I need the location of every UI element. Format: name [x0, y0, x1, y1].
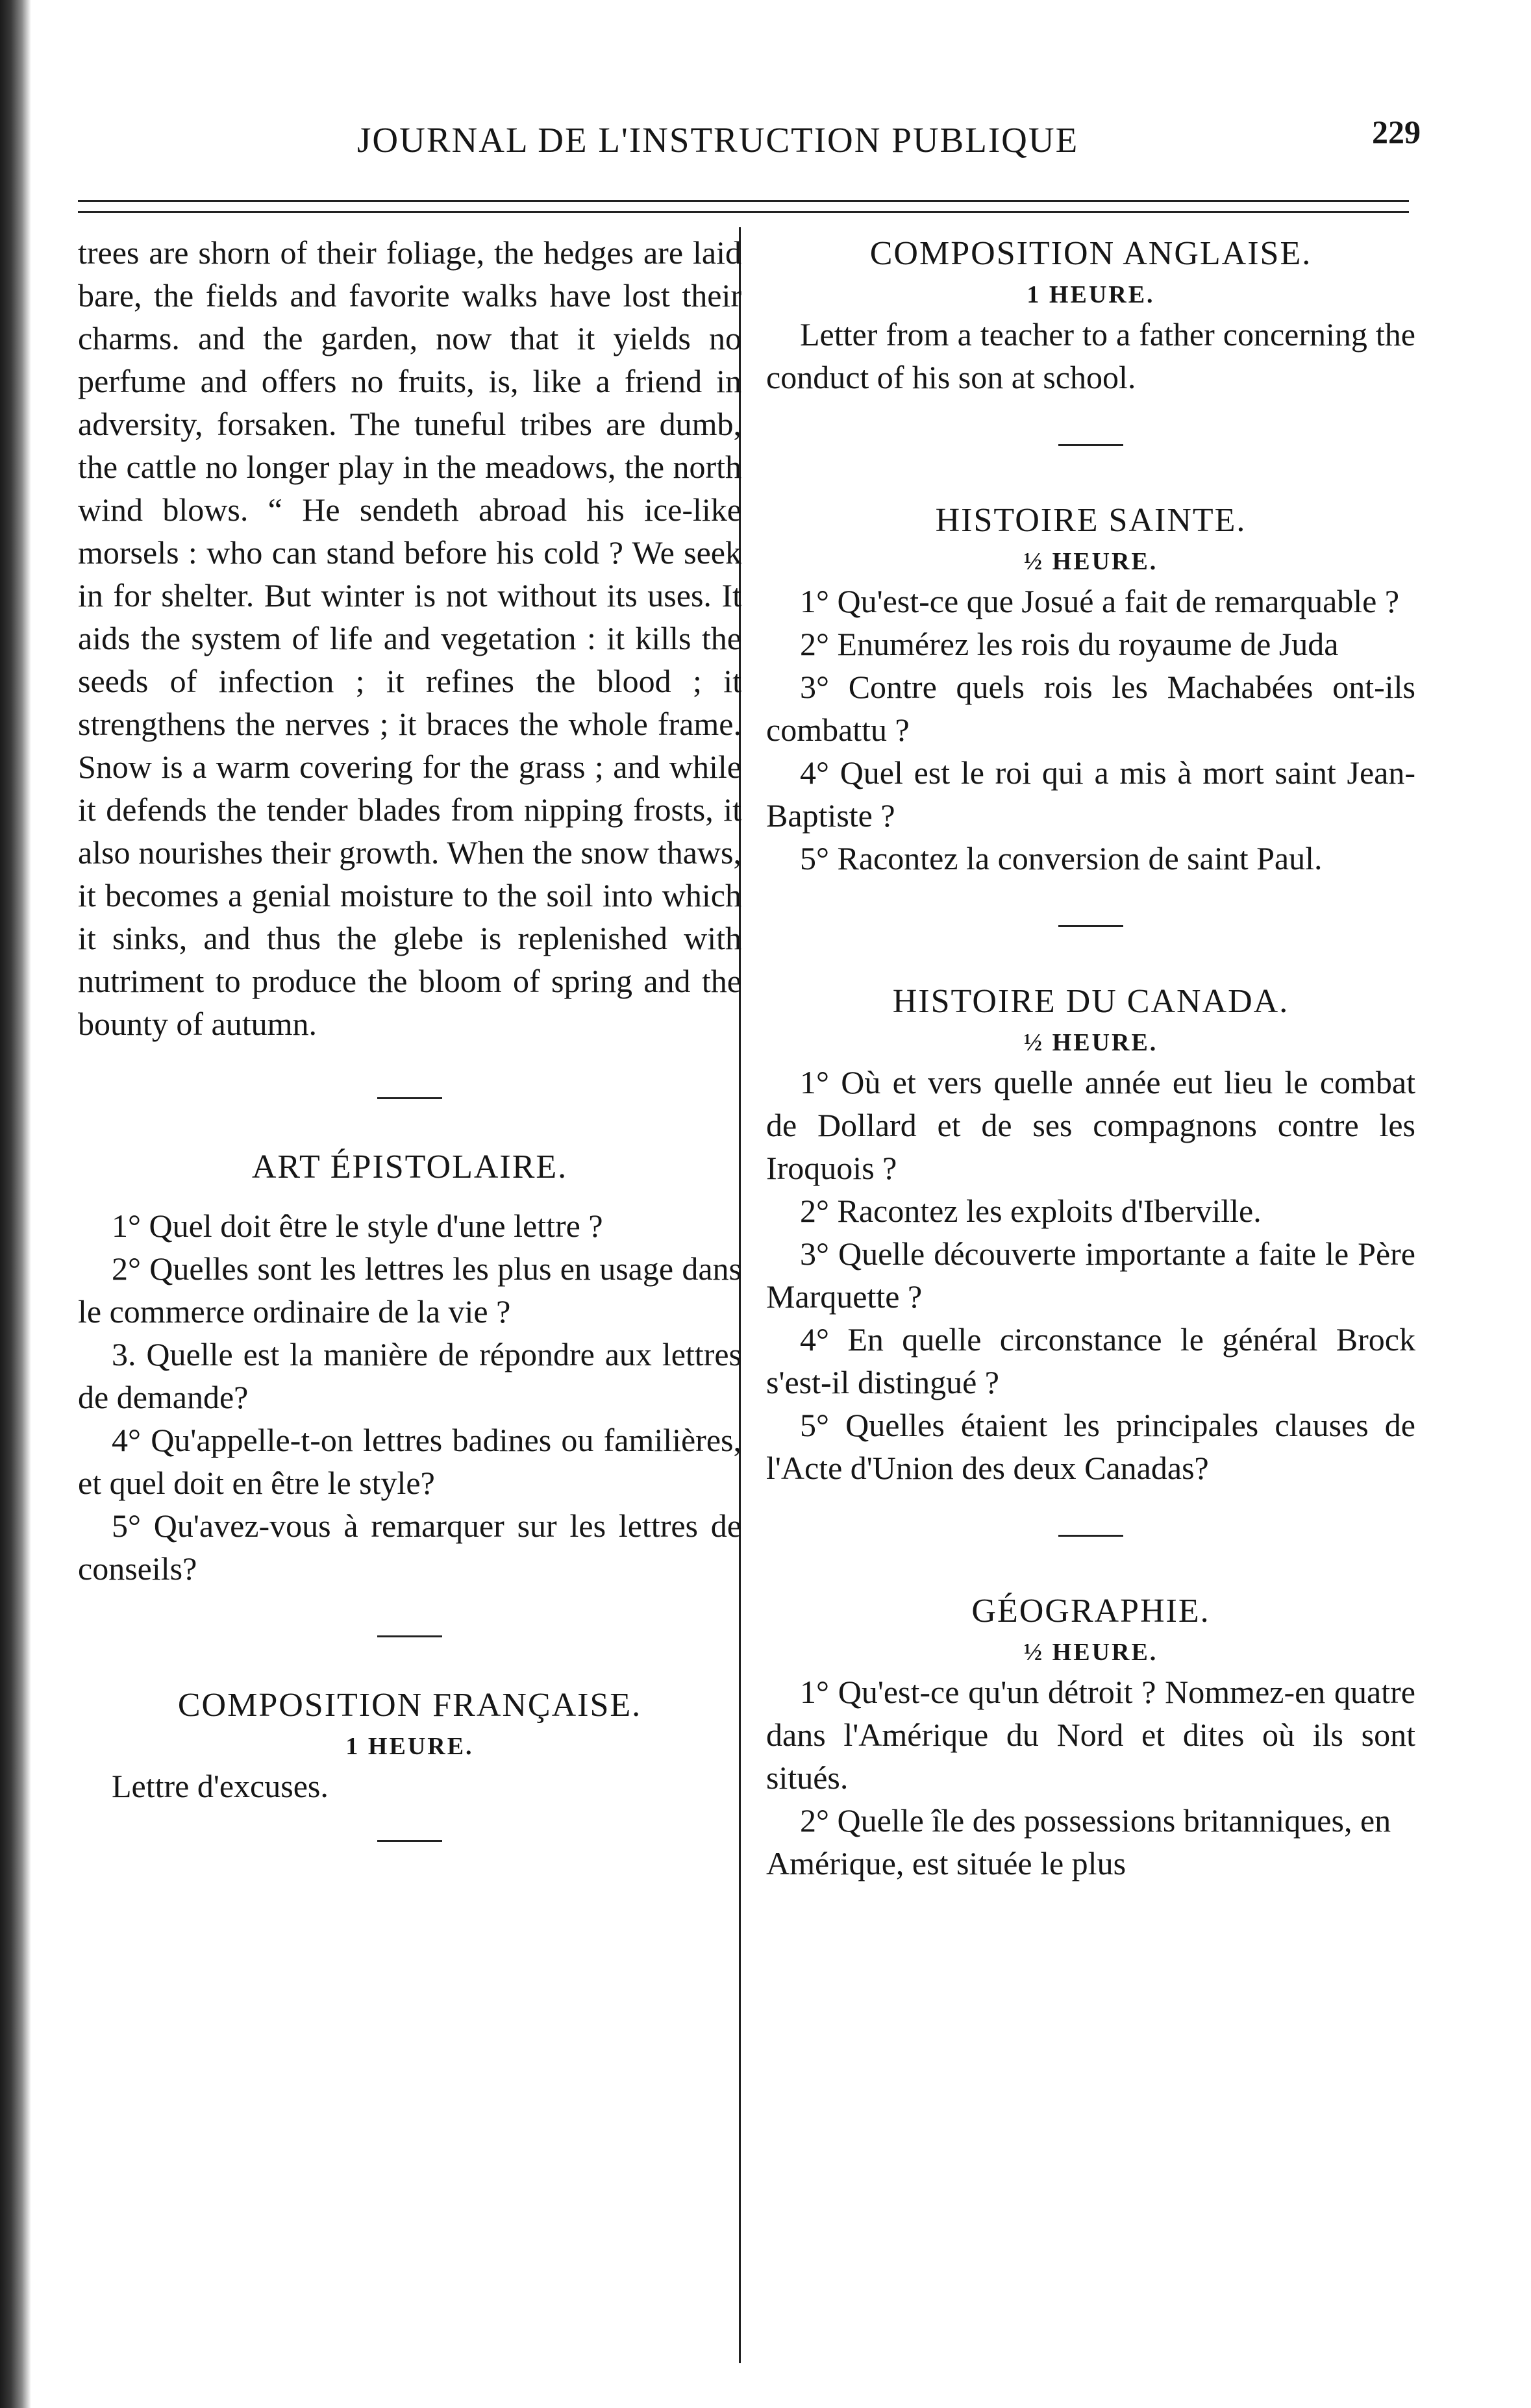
- question-item: 3. Quelle est la manière de répondre aux lettres de demande?: [78, 1336, 741, 1415]
- section-separator: [377, 1840, 442, 1842]
- question-item: 4° En quelle circonstance le général Brock s'est-il distingué ?: [766, 1321, 1415, 1400]
- section-title-composition-francaise: COMPOSITION FRANÇAISE.: [177, 1687, 642, 1724]
- section-separator: [1058, 925, 1123, 927]
- section-title-histoire-du-canada: HISTOIRE DU CANADA.: [892, 983, 1289, 1020]
- running-head: [78, 110, 1448, 169]
- right-column: [766, 231, 1415, 1885]
- question-item: 5° Qu'avez-vous à remarquer sur les lettres de conseils?: [78, 1508, 741, 1587]
- section-separator: [377, 1635, 442, 1637]
- section-text: Lettre d'excuses.: [112, 1768, 329, 1804]
- question-item: 2° Quelles sont les lettres les plus en usage dans le commerce ordinaire de la vie ?: [78, 1250, 741, 1330]
- section-separator: [1058, 1535, 1123, 1537]
- page-number: 229: [1372, 114, 1421, 150]
- question-item: 4° Qu'appelle-t-on lettres badines ou familières, et quel doit en être le style?: [78, 1422, 741, 1501]
- question-item: 1° Qu'est-ce qu'un détroit ? Nommez-en quatre dans l'Amérique du Nord et dites où ils sont situés.: [766, 1674, 1415, 1796]
- page: [78, 110, 1448, 2383]
- continued-passage: trees are shorn of their foliage, the hedges are laid bare, the fields and favorite walks have lost their charms. and the garden, now that it yields no perfume and offers no fruits, is, like a friend in adversity, forsaken. The tuneful tribes are dumb, the cattle no longer play in the meadows, the north wind blows. “ He sendeth abroad his ice-like morsels : who can stand before his cold ? We seek in for shelter. But winter is not without its uses. It aids the system of life and vegetation : it kills the seeds of infection ; it refines the blood ; it strengthens the nerves ; it braces the whole frame. Snow is a warm covering for the grass ; and while it defends the tender blades from nipping frosts, it also nourishes their growth. When the snow thaws, it becomes a genial moisture to the soil into which it sinks, and thus the glebe is replenished with nutriment to produce the bloom of spring and the bounty of autumn.: [78, 234, 741, 1042]
- question-item: 2° Quelle île des possessions britanniques, en Amérique, est située le plus: [766, 1802, 1391, 1881]
- question-item: 1° Où et vers quelle année eut lieu le combat de Dollard et de ses compagnons contre les Iroquois ?: [766, 1064, 1415, 1186]
- question-item: 3° Quelle découverte importante a faite le Père Marquette ?: [766, 1235, 1415, 1315]
- section-text: Letter from a teacher to a father concerning the conduct of his son at school.: [766, 316, 1415, 395]
- left-column: [78, 231, 741, 1842]
- section-title-histoire-sainte: HISTOIRE SAINTE.: [935, 502, 1247, 539]
- section-duration: 1 HEURE.: [1027, 281, 1155, 308]
- section-title-geographie: GÉOGRAPHIE.: [971, 1593, 1210, 1630]
- section-duration: ½ HEURE.: [1023, 548, 1158, 575]
- section-duration: ½ HEURE.: [1023, 1639, 1158, 1666]
- question-item: 5° Racontez la conversion de saint Paul.: [800, 840, 1323, 876]
- section-separator: [1058, 444, 1123, 446]
- section-title-composition-anglaise: COMPOSITION ANGLAISE.: [869, 235, 1312, 272]
- question-item: 2° Racontez les exploits d'Iberville.: [800, 1193, 1262, 1229]
- header-double-rule: [78, 200, 1409, 213]
- question-item: 1° Qu'est-ce que Josué a fait de remarquable ?: [800, 583, 1400, 619]
- book-binding-edge: [0, 0, 31, 2408]
- running-title: JOURNAL DE L'INSTRUCTION PUBLIQUE: [357, 120, 1079, 160]
- question-item: 2° Enumérez les rois du royaume de Juda: [800, 626, 1339, 662]
- question-item: 4° Quel est le roi qui a mis à mort saint Jean-Baptiste ?: [766, 754, 1415, 834]
- question-item: 5° Quelles étaient les principales clauses de l'Acte d'Union des deux Canadas?: [766, 1407, 1415, 1486]
- question-item: 1° Quel doit être le style d'une lettre ?: [112, 1208, 603, 1244]
- section-separator: [377, 1097, 442, 1099]
- section-duration: ½ HEURE.: [1023, 1029, 1158, 1056]
- spacer: [78, 1190, 741, 1204]
- section-title-art-epistolaire: ART ÉPISTOLAIRE.: [251, 1148, 568, 1185]
- section-duration: 1 HEURE.: [345, 1733, 474, 1760]
- question-item: 3° Contre quels rois les Machabées ont-ils combattu ?: [766, 669, 1415, 748]
